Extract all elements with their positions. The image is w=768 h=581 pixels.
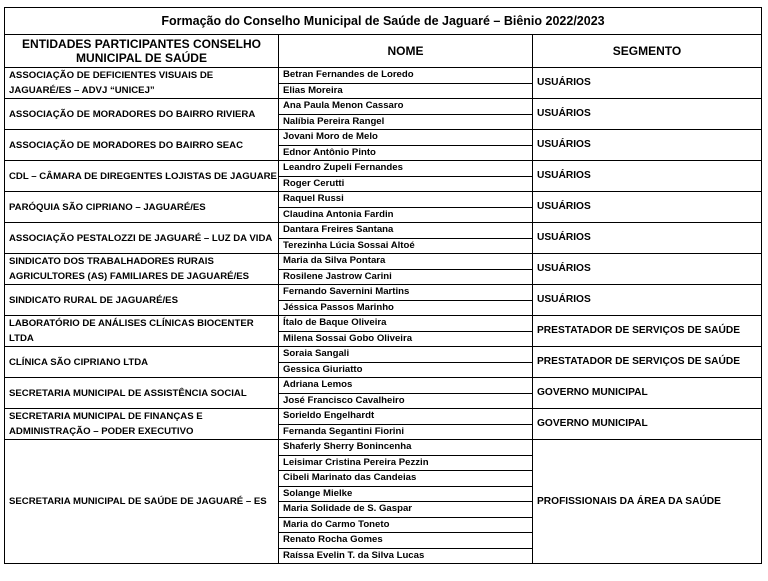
entidade-cell: PARÓQUIA SÃO CIPRIANO – JAGUARÉ/ES	[5, 192, 279, 223]
entidade-cell: ASSOCIAÇÃO DE DEFICIENTES VISUAIS DE JAGUARÉ/ES – ADVJ “UNICEJ”	[5, 68, 279, 99]
table-row	[5, 440, 762, 456]
nome-cell: Terezinha Lúcia Sossai Altoé	[279, 238, 533, 254]
nome-cell: Raíssa Evelin T. da Silva Lucas	[279, 548, 533, 564]
table-body	[5, 68, 762, 564]
table-row	[5, 347, 762, 363]
table-row	[5, 192, 762, 208]
nome-cell: Adriana Lemos	[279, 378, 533, 394]
table-row	[5, 285, 762, 301]
nome-cell: Solange Mielke	[279, 486, 533, 502]
nome-cell: José Francisco Cavalheiro	[279, 393, 533, 409]
segmento-cell: GOVERNO MUNICIPAL	[533, 378, 762, 409]
segmento-cell: USUÁRIOS	[533, 68, 762, 99]
nome-cell: Jovani Moro de Melo	[279, 130, 533, 146]
entidade-cell: ASSOCIAÇÃO DE MORADORES DO BAIRRO RIVIERA	[5, 99, 279, 130]
nome-cell: Nalíbia Pereira Rangel	[279, 114, 533, 130]
table-row	[5, 68, 762, 84]
nome-cell: Raquel Russi	[279, 192, 533, 208]
nome-cell: Maria do Carmo Toneto	[279, 517, 533, 533]
entidade-cell: CLÍNICA SÃO CIPRIANO LTDA	[5, 347, 279, 378]
nome-cell: Rosilene Jastrow Carini	[279, 269, 533, 285]
table-row	[5, 378, 762, 394]
table-title: Formação do Conselho Municipal de Saúde de Jaguaré – Biênio 2022/2023	[5, 8, 762, 35]
nome-cell: Leisimar Cristina Pereira Pezzin	[279, 455, 533, 471]
council-table	[4, 7, 762, 564]
entidade-cell: SECRETARIA MUNICIPAL DE SAÚDE DE JAGUARÉ – ES	[5, 440, 279, 564]
header-segmento: SEGMENTO	[533, 35, 762, 68]
nome-cell: Fernanda Segantini Fiorini	[279, 424, 533, 440]
nome-cell: Soraia Sangali	[279, 347, 533, 363]
nome-cell: Maria da Silva Pontara	[279, 254, 533, 270]
segmento-cell: USUÁRIOS	[533, 99, 762, 130]
nome-cell: Dantara Freires Santana	[279, 223, 533, 239]
nome-cell: Leandro Zupeli Fernandes	[279, 161, 533, 177]
table-row	[5, 223, 762, 239]
segmento-cell: USUÁRIOS	[533, 192, 762, 223]
nome-cell: Fernando Savernini Martins	[279, 285, 533, 301]
segmento-cell: USUÁRIOS	[533, 130, 762, 161]
entidade-cell: SINDICATO DOS TRABALHADORES RURAIS AGRICULTORES (AS) FAMILIARES DE JAGUARÉ/ES	[5, 254, 279, 285]
table-row	[5, 254, 762, 270]
council-table-wrapper	[4, 7, 761, 564]
nome-cell: Ednor Antônio Pinto	[279, 145, 533, 161]
segmento-cell: USUÁRIOS	[533, 161, 762, 192]
segmento-cell: USUÁRIOS	[533, 254, 762, 285]
segmento-cell: PRESTATADOR DE SERVIÇOS DE SAÚDE	[533, 347, 762, 378]
segmento-cell: GOVERNO MUNICIPAL	[533, 409, 762, 440]
entidade-cell: SECRETARIA MUNICIPAL DE FINANÇAS E ADMINISTRAÇÃO – PODER EXECUTIVO	[5, 409, 279, 440]
nome-cell: Renato Rocha Gomes	[279, 533, 533, 549]
entidade-cell: LABORATÓRIO DE ANÁLISES CLÍNICAS BIOCENTER LTDA	[5, 316, 279, 347]
nome-cell: Jéssica Passos Marinho	[279, 300, 533, 316]
nome-cell: Cibeli Marinato das Candeias	[279, 471, 533, 487]
nome-cell: Roger Cerutti	[279, 176, 533, 192]
nome-cell: Sorieldo Engelhardt	[279, 409, 533, 425]
segmento-cell: USUÁRIOS	[533, 285, 762, 316]
nome-cell: Ana Paula Menon Cassaro	[279, 99, 533, 115]
header-nome: NOME	[279, 35, 533, 68]
table-row	[5, 161, 762, 177]
entidade-cell: ASSOCIAÇÃO DE MORADORES DO BAIRRO SEAC	[5, 130, 279, 161]
entidade-cell: SECRETARIA MUNICIPAL DE ASSISTÊNCIA SOCIAL	[5, 378, 279, 409]
table-row	[5, 316, 762, 332]
segmento-cell: PROFISSIONAIS DA ÁREA DA SAÚDE	[533, 440, 762, 564]
table-row	[5, 99, 762, 115]
nome-cell: Betran Fernandes de Loredo	[279, 68, 533, 84]
entidade-cell: SINDICATO RURAL DE JAGUARÉ/ES	[5, 285, 279, 316]
nome-cell: Claudina Antonia Fardin	[279, 207, 533, 223]
nome-cell: Shaferly Sherry Bonincenha	[279, 440, 533, 456]
table-row	[5, 409, 762, 425]
segmento-cell: PRESTATADOR DE SERVIÇOS DE SAÚDE	[533, 316, 762, 347]
table-row	[5, 130, 762, 146]
nome-cell: Milena Sossai Gobo Oliveira	[279, 331, 533, 347]
segmento-cell: USUÁRIOS	[533, 223, 762, 254]
entidade-cell: CDL – CÂMARA DE DIREGENTES LOJISTAS DE JAGUARE	[5, 161, 279, 192]
nome-cell: Gessica Giuriatto	[279, 362, 533, 378]
nome-cell: Ítalo de Baque Oliveira	[279, 316, 533, 332]
nome-cell: Maria Solidade de S. Gaspar	[279, 502, 533, 518]
entidade-cell: ASSOCIAÇÃO PESTALOZZI DE JAGUARÉ – LUZ DA VIDA	[5, 223, 279, 254]
header-entidades: ENTIDADES PARTICIPANTES CONSELHO MUNICIPAL DE SAÚDE	[5, 35, 279, 68]
nome-cell: Elias Moreira	[279, 83, 533, 99]
